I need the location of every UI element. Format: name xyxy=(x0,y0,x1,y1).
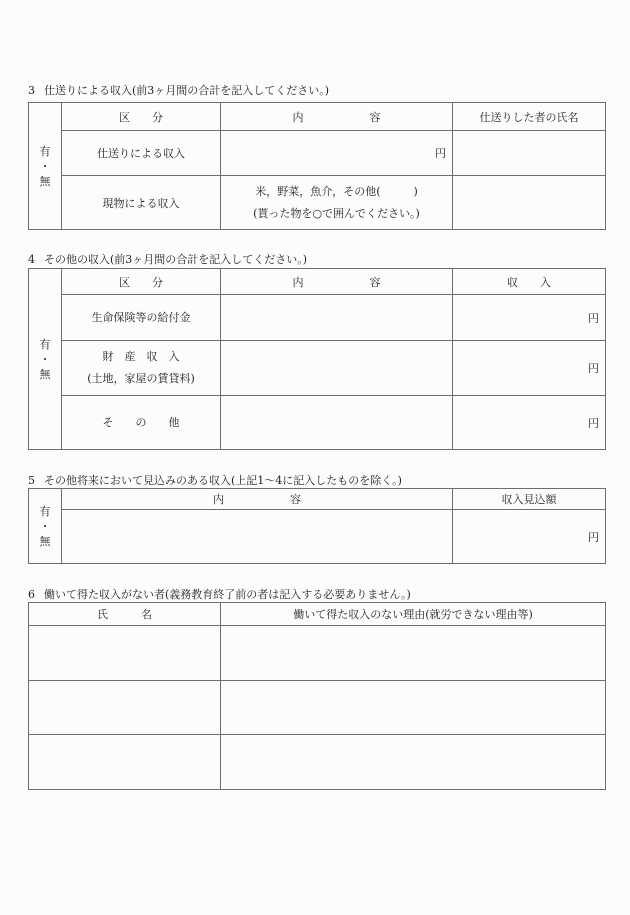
category-sublabel: (土地，家屋の賃貸料) xyxy=(87,372,195,385)
header-income: 収 入 xyxy=(453,269,606,295)
separator-dot: ・ xyxy=(39,352,51,366)
in-kind-options[interactable]: 米，野菜，魚介，その他( ) xyxy=(255,184,418,198)
section4-title-text: その他の収入(前3ヶ月間の合計を記入してください。) xyxy=(44,253,308,266)
header-category: 区 分 xyxy=(62,269,221,295)
table-row xyxy=(29,510,606,564)
table-row xyxy=(29,131,606,176)
sender-name-field[interactable] xyxy=(453,176,606,230)
header-content: 内 容 xyxy=(221,269,453,295)
reason-field[interactable] xyxy=(221,735,606,790)
section4-title xyxy=(28,251,307,267)
header-category: 区 分 xyxy=(62,103,221,131)
amount-field[interactable]: 円 xyxy=(453,295,606,341)
name-field[interactable] xyxy=(29,735,221,790)
section3-number: 3 xyxy=(28,84,35,97)
section5-title xyxy=(28,472,402,488)
table-row xyxy=(29,176,606,230)
table-row xyxy=(29,341,606,396)
in-kind-content-field[interactable] xyxy=(221,176,453,230)
header-name: 氏 名 xyxy=(29,603,221,626)
amount-field[interactable]: 円 xyxy=(453,341,606,396)
section6-number: 6 xyxy=(28,588,35,601)
header-reason: 働いて得た収入のない理由(就労できない理由等) xyxy=(221,603,606,626)
category-label: 生命保険等の給付金 xyxy=(91,310,191,324)
table-row xyxy=(29,626,606,681)
amount-field[interactable]: 円 xyxy=(453,396,606,450)
reason-field[interactable] xyxy=(221,681,606,735)
row-category xyxy=(62,396,221,450)
header-expected-amount: 収入見込額 xyxy=(453,489,606,510)
separator-dot: ・ xyxy=(39,159,51,173)
section4-yes-no[interactable] xyxy=(29,269,62,450)
content-field[interactable] xyxy=(221,396,453,450)
no-label[interactable]: 無 xyxy=(39,534,51,548)
name-field[interactable] xyxy=(29,681,221,735)
expected-amount-field[interactable]: 円 xyxy=(453,510,606,564)
reason-field[interactable] xyxy=(221,626,606,681)
section4-table xyxy=(28,268,606,450)
yes-label[interactable]: 有 xyxy=(39,504,51,518)
content-field[interactable] xyxy=(62,510,453,564)
section3-table xyxy=(28,102,606,230)
header-sender-name: 仕送りした者の氏名 xyxy=(453,103,606,131)
content-field[interactable] xyxy=(221,341,453,396)
content-field[interactable] xyxy=(221,295,453,341)
no-label[interactable]: 無 xyxy=(39,367,51,381)
section3-title xyxy=(28,82,329,98)
section4-number: 4 xyxy=(28,253,35,266)
section5-yes-no[interactable] xyxy=(29,489,62,564)
header-content: 内 容 xyxy=(62,489,453,510)
section5-table xyxy=(28,488,606,564)
yes-label[interactable]: 有 xyxy=(39,144,51,158)
section3-title-text: 仕送りによる収入(前3ヶ月間の合計を記入してください。) xyxy=(44,84,330,97)
category-label: そ の 他 xyxy=(102,415,180,429)
name-field[interactable] xyxy=(29,626,221,681)
sender-name-field[interactable] xyxy=(453,131,606,176)
section6-table xyxy=(28,602,606,790)
section6-title xyxy=(28,586,411,602)
row-category: 現物による収入 xyxy=(62,176,221,230)
category-label: 財 産 収 入 xyxy=(102,350,180,363)
table-row xyxy=(29,396,606,450)
table-row xyxy=(29,735,606,790)
row-category xyxy=(62,341,221,396)
no-label[interactable]: 無 xyxy=(39,174,51,188)
section5-title-text: その他将来において見込みのある収入(上記1～4に記入したものを除く。) xyxy=(44,474,402,487)
yes-label[interactable]: 有 xyxy=(39,337,51,351)
section3-yes-no[interactable] xyxy=(29,103,62,230)
section6-title-text: 働いて得た収入がない者(義務教育終了前の者は記入する必要ありません。) xyxy=(44,588,411,601)
table-row xyxy=(29,681,606,735)
remittance-amount-field[interactable]: 円 xyxy=(221,131,453,176)
table-row xyxy=(29,295,606,341)
row-category xyxy=(62,295,221,341)
separator-dot: ・ xyxy=(39,519,51,533)
header-content: 内 容 xyxy=(221,103,453,131)
row-category: 仕送りによる収入 xyxy=(62,131,221,176)
in-kind-instruction: (貰った物を○で囲んでください。) xyxy=(253,206,420,220)
section5-number: 5 xyxy=(28,474,35,487)
